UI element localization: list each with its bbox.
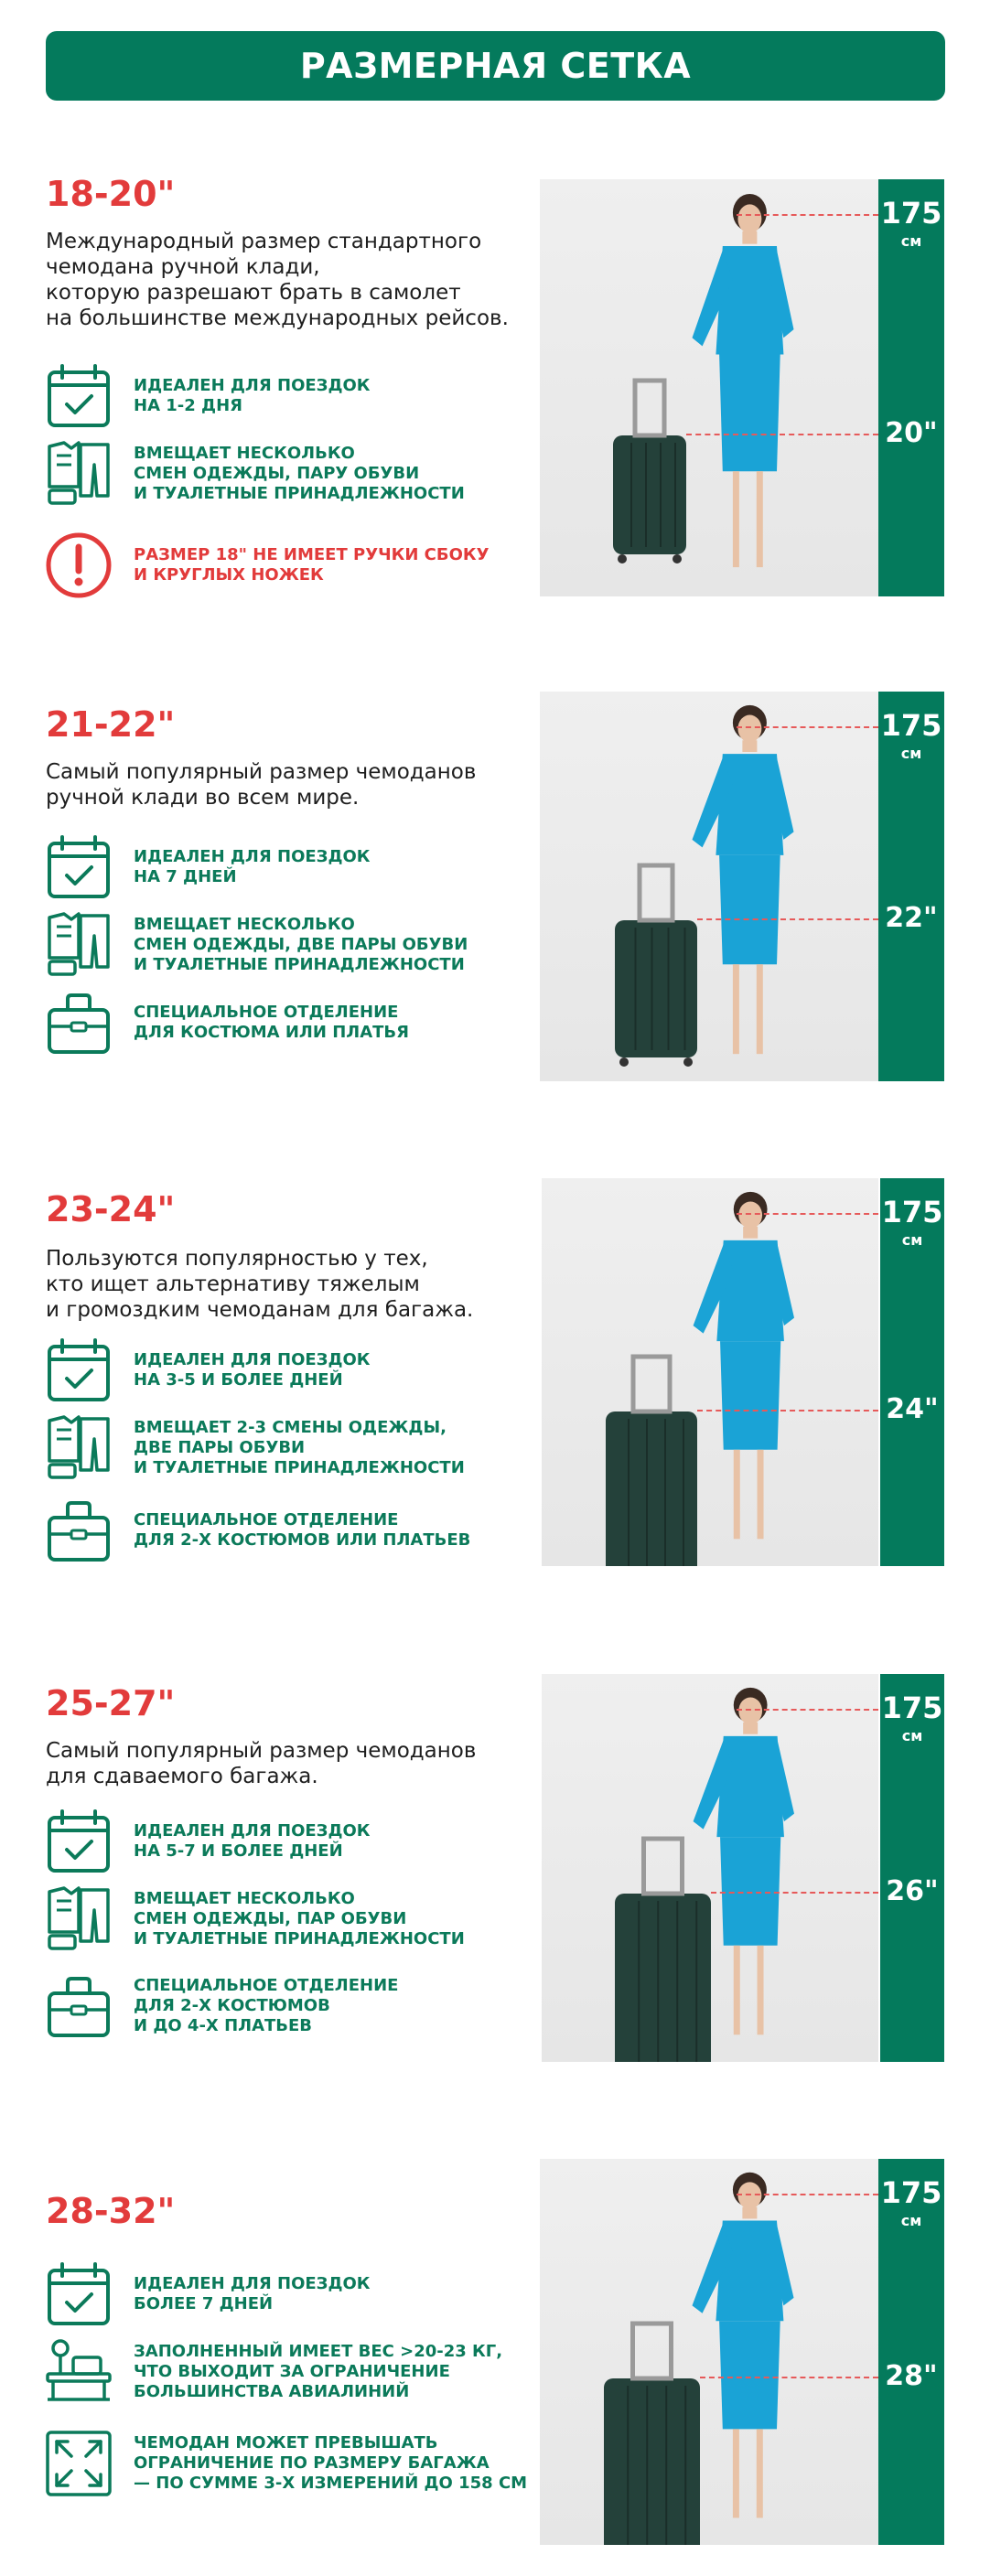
suitcase-guide-line	[700, 2377, 878, 2378]
height-value: 175	[880, 196, 942, 231]
suitcase-size-value: 22"	[885, 902, 938, 934]
feature-item	[44, 2259, 371, 2329]
feature-text: ЗАПОЛНЕННЫЙ ИМЕЕТ ВЕС >20-23 КГ, ЧТО ВЫХОДИТ ЗА ОГРАНИЧЕНИЕ БОЛЬШИНСТВА АВИАЛИНИЙ	[134, 2342, 503, 2401]
height-guide-line	[737, 2194, 878, 2195]
height-unit: см	[900, 232, 922, 250]
suitcase-size-value: 28"	[885, 2360, 938, 2392]
calendar-check-icon	[44, 2259, 113, 2329]
size-range: 28-32"	[46, 2191, 176, 2231]
height-guide-line	[737, 214, 878, 216]
size-description: Самый популярный размер чемоданов для сдаваемого багажа.	[46, 1739, 477, 1788]
garment-bag-icon	[44, 1496, 113, 1565]
feature-text: СПЕЦИАЛЬНОЕ ОТДЕЛЕНИЕ ДЛЯ 2-Х КОСТЮМОВ ИЛИ ПЛАТЬЕВ	[134, 1510, 471, 1550]
clothes-icon	[44, 439, 113, 509]
feature-item	[44, 1496, 470, 1565]
feature-item	[44, 531, 490, 600]
size-scale-bar	[880, 1178, 944, 1566]
size-scale-bar	[878, 2159, 944, 2545]
height-guide-line	[737, 726, 878, 728]
feature-text: ИДЕАЛЕН ДЛЯ ПОЕЗДОК НА 7 ДНЕЙ	[134, 847, 371, 886]
size-scale-bar	[878, 179, 944, 596]
calendar-check-icon	[44, 1807, 113, 1876]
suitcase-guide-line	[697, 918, 878, 920]
calendar-check-icon	[44, 361, 113, 431]
exclamation-icon	[44, 531, 113, 600]
feature-item	[44, 910, 468, 980]
model-with-suitcase-photo	[542, 1674, 878, 2062]
height-value: 175	[881, 1690, 943, 1725]
feature-text: ЧЕМОДАН МОЖЕТ ПРЕВЫШАТЬ ОГРАНИЧЕНИЕ ПО РАЗМЕРУ БАГАЖА — ПО СУММЕ 3-Х ИЗМЕРЕНИЙ ДО 158 СМ	[134, 2433, 528, 2493]
suitcase-size-value: 24"	[886, 1393, 939, 1425]
feature-text: СПЕЦИАЛЬНОЕ ОТДЕЛЕНИЕ ДЛЯ 2-Х КОСТЮМОВ И ДО 4-Х ПЛАТЬЕВ	[134, 1976, 399, 2035]
suitcase-guide-line	[711, 1892, 878, 1894]
height-guide-line	[737, 1213, 878, 1215]
clothes-icon	[44, 1413, 113, 1483]
feature-item	[44, 1971, 398, 2041]
size-description: Международный размер стандартного чемодана ручной клади, которую разрешают брать в самолет на большинстве международных рейсов.	[46, 230, 509, 330]
feature-text: ВМЕЩАЕТ НЕСКОЛЬКО СМЕН ОДЕЖДЫ, ДВЕ ПАРЫ ОБУВИ И ТУАЛЕТНЫЕ ПРИНАДЛЕЖНОСТИ	[134, 915, 468, 974]
suitcase-size-value: 20"	[885, 417, 938, 449]
feature-text: СПЕЦИАЛЬНОЕ ОТДЕЛЕНИЕ ДЛЯ КОСТЮМА ИЛИ ПЛАТЬЯ	[134, 1003, 409, 1042]
clothes-icon	[44, 910, 113, 980]
model-with-suitcase-photo	[540, 179, 878, 596]
garment-bag-icon	[44, 1971, 113, 2041]
calendar-check-icon	[44, 832, 113, 902]
suitcase-size-value: 26"	[886, 1875, 939, 1907]
model-with-suitcase-photo	[540, 692, 878, 1081]
garment-bag-icon	[44, 988, 113, 1057]
model-with-suitcase-photo	[542, 1178, 878, 1566]
size-range: 21-22"	[46, 704, 176, 745]
feature-text: РАЗМЕР 18" НЕ ИМЕЕТ РУЧКИ СБОКУ И КРУГЛЫХ НОЖЕК	[134, 545, 490, 585]
height-unit: см	[901, 1727, 923, 1744]
size-range: 23-24"	[46, 1189, 176, 1229]
height-value: 175	[880, 2175, 942, 2210]
expand-arrows-icon	[44, 2429, 113, 2498]
feature-item	[44, 2337, 502, 2407]
size-description: Пользуются популярностью у тех, кто ищет альтернативу тяжелым и громоздким чемоданам для багажа.	[46, 1247, 474, 1322]
feature-text: ИДЕАЛЕН ДЛЯ ПОЕЗДОК БОЛЕЕ 7 ДНЕЙ	[134, 2274, 371, 2313]
title-banner	[46, 31, 945, 101]
feature-item	[44, 1884, 465, 1954]
feature-item	[44, 832, 371, 902]
scale-icon	[44, 2337, 113, 2407]
page-title: РАЗМЕРНАЯ СЕТКА	[299, 46, 692, 86]
feature-text: ИДЕАЛЕН ДЛЯ ПОЕЗДОК НА 5-7 И БОЛЕЕ ДНЕЙ	[134, 1821, 371, 1861]
feature-item	[44, 1807, 371, 1876]
size-scale-bar	[880, 1674, 944, 2062]
calendar-check-icon	[44, 1336, 113, 1405]
feature-text: ВМЕЩАЕТ НЕСКОЛЬКО СМЕН ОДЕЖДЫ, ПАР ОБУВИ И ТУАЛЕТНЫЕ ПРИНАДЛЕЖНОСТИ	[134, 1889, 465, 1948]
size-range: 18-20"	[46, 174, 176, 214]
height-value: 175	[880, 708, 942, 743]
feature-text: ВМЕЩАЕТ НЕСКОЛЬКО СМЕН ОДЕЖДЫ, ПАРУ ОБУВИ И ТУАЛЕТНЫЕ ПРИНАДЛЕЖНОСТИ	[134, 444, 465, 503]
feature-item	[44, 988, 409, 1057]
clothes-icon	[44, 1884, 113, 1954]
feature-text: ИДЕАЛЕН ДЛЯ ПОЕЗДОК НА 1-2 ДНЯ	[134, 376, 371, 415]
height-unit: см	[901, 1231, 923, 1249]
model-with-suitcase-photo	[540, 2159, 878, 2545]
feature-item	[44, 361, 371, 431]
height-guide-line	[737, 1709, 878, 1711]
feature-item	[44, 439, 465, 509]
feature-item	[44, 2429, 527, 2498]
height-unit: см	[900, 745, 922, 762]
feature-text: ВМЕЩАЕТ 2-3 СМЕНЫ ОДЕЖДЫ, ДВЕ ПАРЫ ОБУВИ И ТУАЛЕТНЫЕ ПРИНАДЛЕЖНОСТИ	[134, 1418, 465, 1477]
height-unit: см	[900, 2212, 922, 2229]
size-scale-bar	[878, 692, 944, 1081]
size-description: Самый популярный размер чемоданов ручной клади во всем мире.	[46, 760, 477, 810]
size-range: 25-27"	[46, 1683, 176, 1723]
feature-text: ИДЕАЛЕН ДЛЯ ПОЕЗДОК НА 3-5 И БОЛЕЕ ДНЕЙ	[134, 1350, 371, 1390]
feature-item	[44, 1413, 465, 1483]
height-value: 175	[881, 1195, 943, 1229]
feature-item	[44, 1336, 371, 1405]
suitcase-guide-line	[697, 1410, 878, 1411]
suitcase-guide-line	[686, 434, 878, 435]
